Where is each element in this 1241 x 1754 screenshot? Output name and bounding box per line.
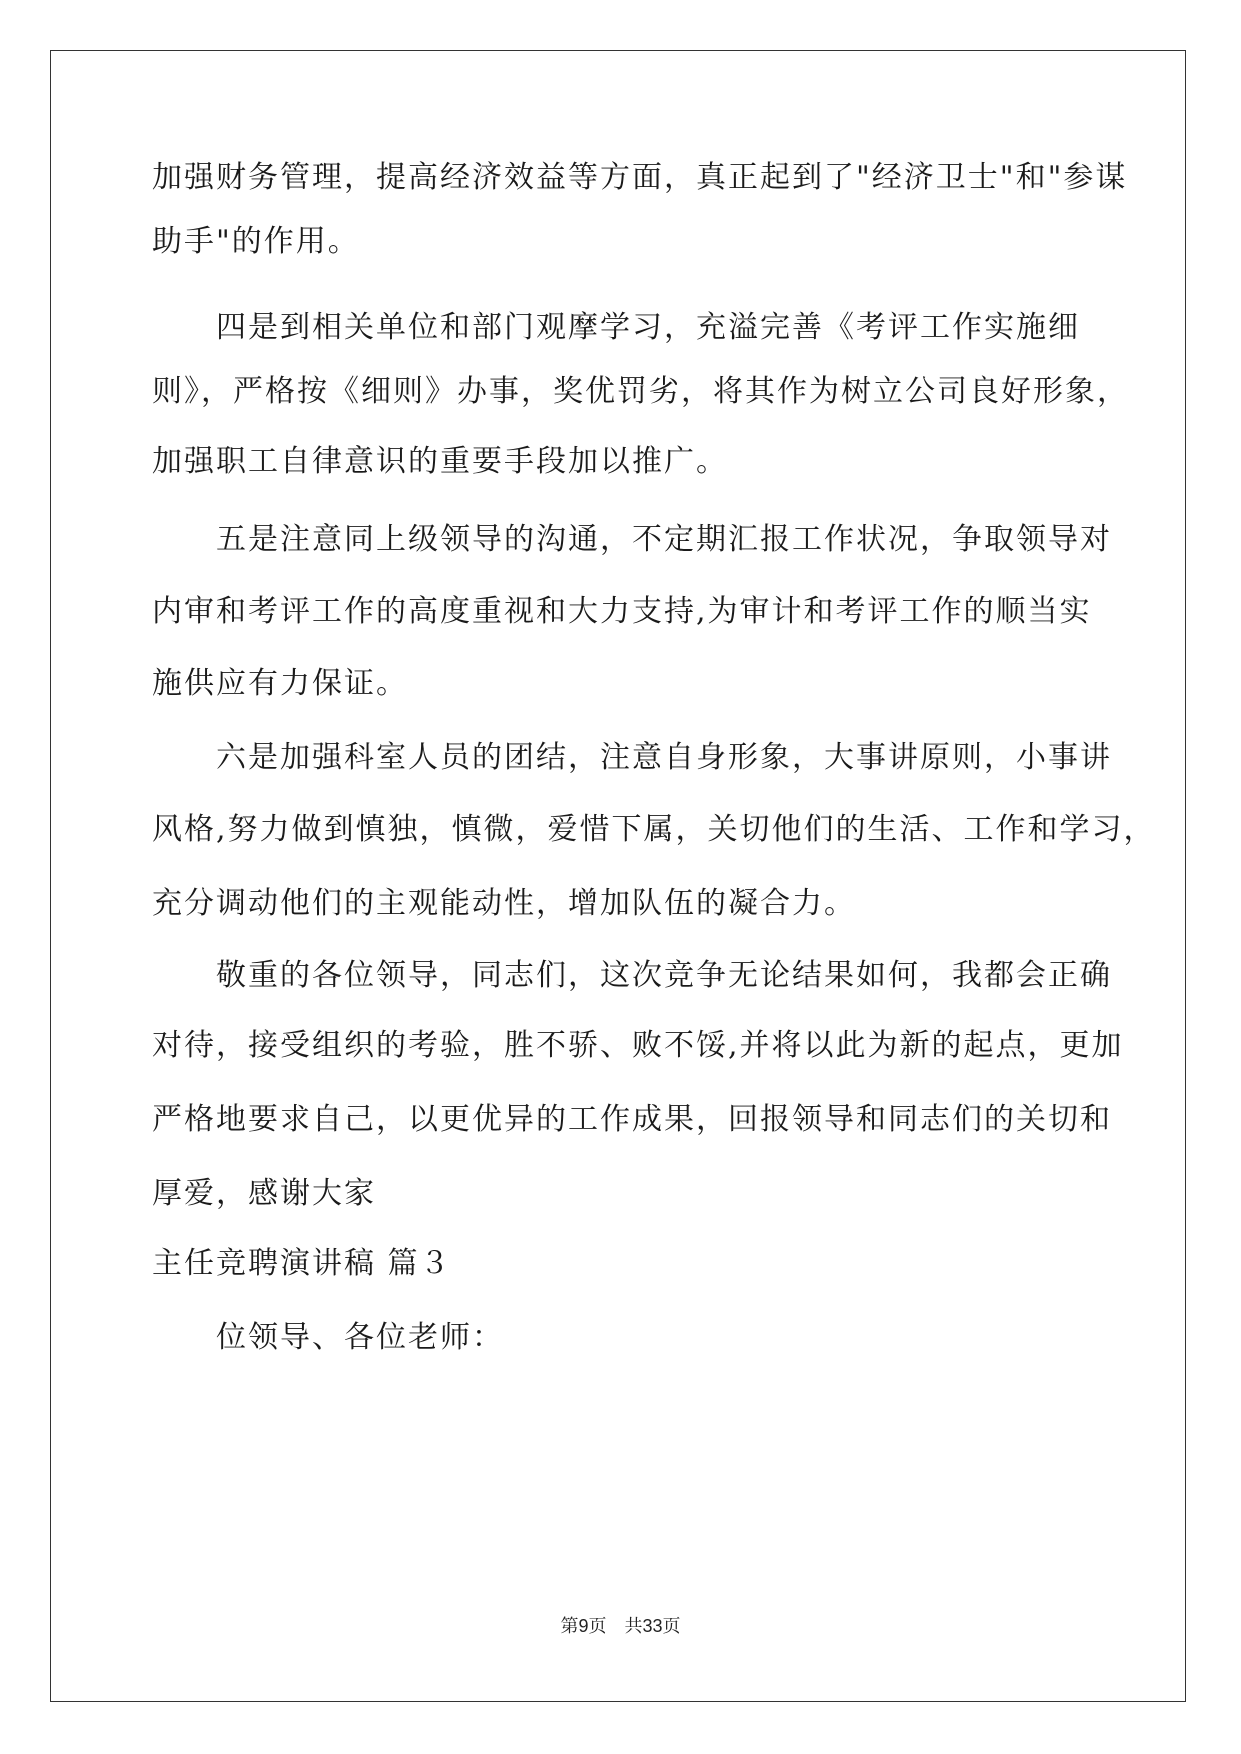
text-line: 施供应有力保证。 bbox=[152, 666, 408, 701]
footer-mid: 页 共 bbox=[588, 1616, 643, 1637]
paragraph-start: 五是注意同上级领导的沟通，不定期汇报工作状况，争取领导对 bbox=[216, 522, 1112, 557]
text-line: 则》，严格按《细则》办事，奖优罚劣，将其作为树立公司良好形象， bbox=[152, 374, 1129, 409]
text-line: 对待，接受组织的考验，胜不骄、败不馁,并将以此为新的起点，更加 bbox=[152, 1028, 1124, 1063]
footer-prefix: 第 bbox=[560, 1616, 579, 1637]
paragraph-start: 六是加强科室人员的团结，注意自身形象，大事讲原则，小事讲 bbox=[216, 740, 1112, 775]
footer-page-number: 9 bbox=[578, 1616, 589, 1636]
paragraph-start: 四是到相关单位和部门观摩学习，充溢完善《考评工作实施细 bbox=[216, 310, 1080, 345]
text-line: 加强财务管理，提高经济效益等方面，真正起到了"经济卫士"和"参谋 bbox=[152, 160, 1128, 195]
text-line: 厚爱，感谢大家 bbox=[152, 1176, 376, 1211]
paragraph-start: 敬重的各位领导，同志们，这次竞争无论结果如何，我都会正确 bbox=[216, 958, 1112, 993]
text-line: 加强职工自律意识的重要手段加以推广。 bbox=[152, 444, 728, 479]
text-line: 风格,努力做到慎独，慎微，爱惜下属，关切他们的生活、工作和学习， bbox=[152, 812, 1156, 847]
salutation: 位领导、各位老师： bbox=[216, 1320, 504, 1355]
text-line: 助手"的作用。 bbox=[152, 224, 360, 259]
text-line: 严格地要求自己，以更优异的工作成果，回报领导和同志们的关切和 bbox=[152, 1102, 1112, 1137]
footer-total-pages: 33 bbox=[642, 1616, 663, 1636]
page-border bbox=[50, 50, 1186, 1702]
footer-suffix: 页 bbox=[662, 1616, 681, 1637]
text-line: 充分调动他们的主观能动性，增加队伍的凝合力。 bbox=[152, 886, 856, 921]
text-line: 内审和考评工作的高度重视和大力支持,为审计和考评工作的顺当实 bbox=[152, 594, 1092, 629]
page-footer bbox=[0, 1612, 1241, 1638]
section-heading: 主任竞聘演讲稿 篇３ bbox=[152, 1246, 452, 1281]
